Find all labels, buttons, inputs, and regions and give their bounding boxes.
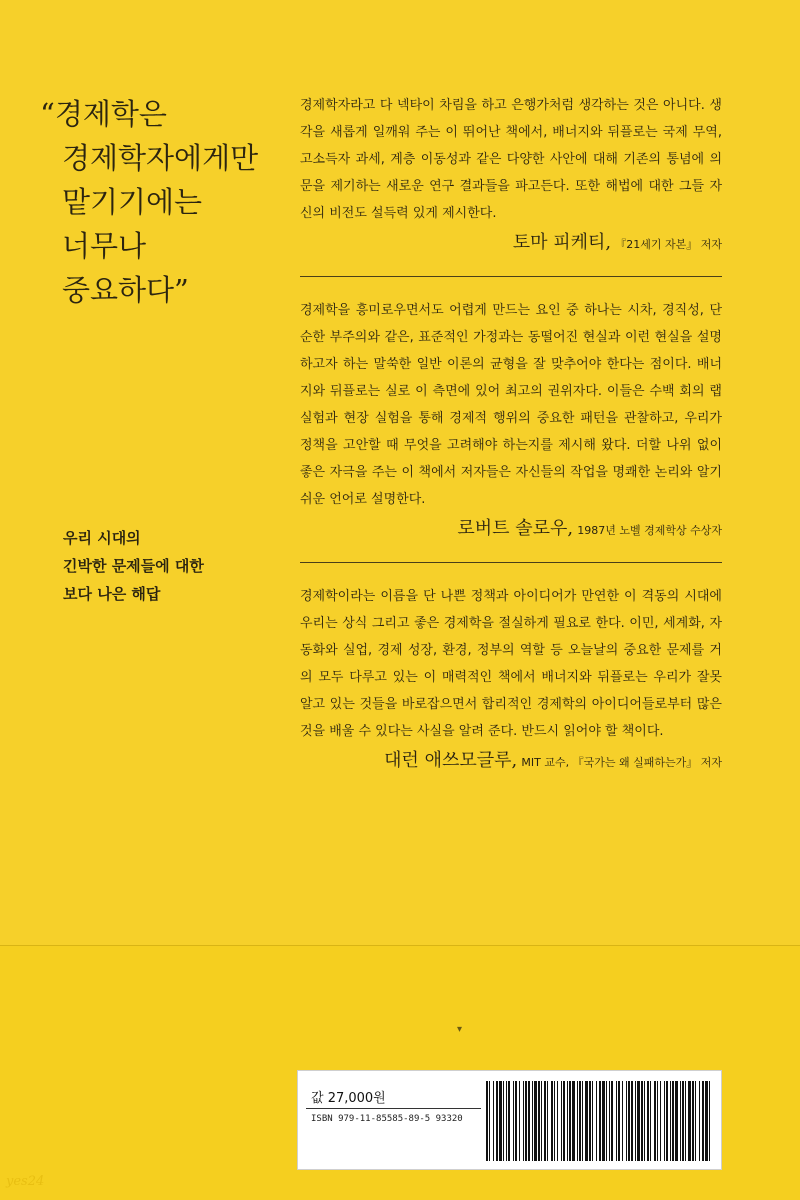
headline-quote (40, 92, 280, 312)
barcode-icon (486, 1081, 712, 1161)
headline-line: 맡기기에는 (62, 185, 203, 219)
fold-mark-icon: ▾ (457, 1024, 463, 1035)
endorser-role: 『21세기 자본』 저자 (615, 238, 722, 251)
endorser-role: MIT 교수, 『국가는 왜 실패하는가』 저자 (521, 756, 722, 769)
endorsement-attribution (300, 229, 722, 258)
watermark: yes24 (6, 1174, 45, 1189)
divider (300, 562, 722, 563)
price-underline (306, 1108, 481, 1109)
endorser-role: 1987년 노벨 경제학상 수상자 (577, 524, 722, 537)
endorsement-text: 경제학자라고 다 넥타이 차림을 하고 은행가처럼 생각하는 것은 아니다. 생각을 새롭게 일깨워 주는 이 뛰어난 책에서, 배너지와 뒤플로는 국제 무역, 고소득자 과세, 계층 이동성과 같은 다양한 사안에 대해 기존의 통념에 의문을 제기하는 새로운 연구 결과들을 파고든다. 또한 해법에 대한 그들 자신의 비전도 설득력 있게 제시한다. (300, 98, 722, 221)
barcode-label (297, 1070, 722, 1170)
endorsement-solow (300, 297, 722, 544)
tagline-line: 보다 나은 해답 (63, 585, 161, 603)
endorsement-piketty (300, 92, 722, 258)
headline-line: 너무나 (62, 229, 147, 263)
headline-line: 중요하다” (62, 273, 189, 307)
tagline-line: 긴박한 문제들에 대한 (63, 557, 204, 575)
endorsements (300, 92, 722, 776)
headline-line: 경제학자에게만 (62, 141, 259, 175)
isbn-text: ISBN 979-11-85585-89-5 93320 (311, 1114, 463, 1124)
endorser-name: 로버트 솔로우, (457, 518, 574, 539)
endorsement-text: 경제학이라는 이름을 단 나쁜 정책과 아이디어가 만연한 이 격동의 시대에 우리는 상식 그리고 좋은 경제학을 절실하게 필요로 한다. 이민, 세계화, 자동화와 실업, 경제 성장, 환경, 정부의 역할 등 오늘날의 중요한 문제를 거의 모두 다루고 있는 이 매력적인 책에서 배너지와 뒤플로는 우리가 잘못 알고 있는 것들을 바로잡으면서 합리적인 경제학의 아이디어들로부터 많은 것을 배울 수 있다는 사실을 알려 준다. 반드시 읽어야 할 책이다. (300, 589, 722, 739)
endorsement-text: 경제학을 흥미로우면서도 어렵게 만드는 요인 중 하나는 시차, 경직성, 단순한 부주의와 같은, 표준적인 가정과는 동떨어진 현실과 이런 현실을 설명하고자 하는 말쑥한 일반 이론의 균형을 잘 맞추어야 한다는 점이다. 배너지와 뒤플로는 실로 이 측면에 있어 최고의 권위자다. 이들은 수백 회의 랩 실험과 현장 실험을 통해 경제적 행위의 중요한 패턴을 관찰하고, 우리가 정책을 고안할 때 무엇을 고려해야 하는지를 제시해 왔다. 더할 나위 없이 좋은 자극을 주는 이 책에서 저자들은 자신들의 작업을 명쾌한 논리와 알기 쉬운 언어로 설명한다. (300, 303, 722, 507)
endorser-name: 토마 피케티, (512, 232, 612, 253)
endorsement-acemoglu (300, 583, 722, 776)
price-text: 값 27,000원 (311, 1091, 386, 1106)
headline-line: “경제학은 (40, 97, 167, 131)
tagline (63, 524, 283, 608)
endorsement-attribution (300, 747, 722, 776)
endorser-name: 대런 애쓰모글루, (384, 750, 518, 771)
divider (300, 276, 722, 277)
tagline-line: 우리 시대의 (63, 529, 141, 547)
endorsement-attribution (300, 515, 722, 544)
